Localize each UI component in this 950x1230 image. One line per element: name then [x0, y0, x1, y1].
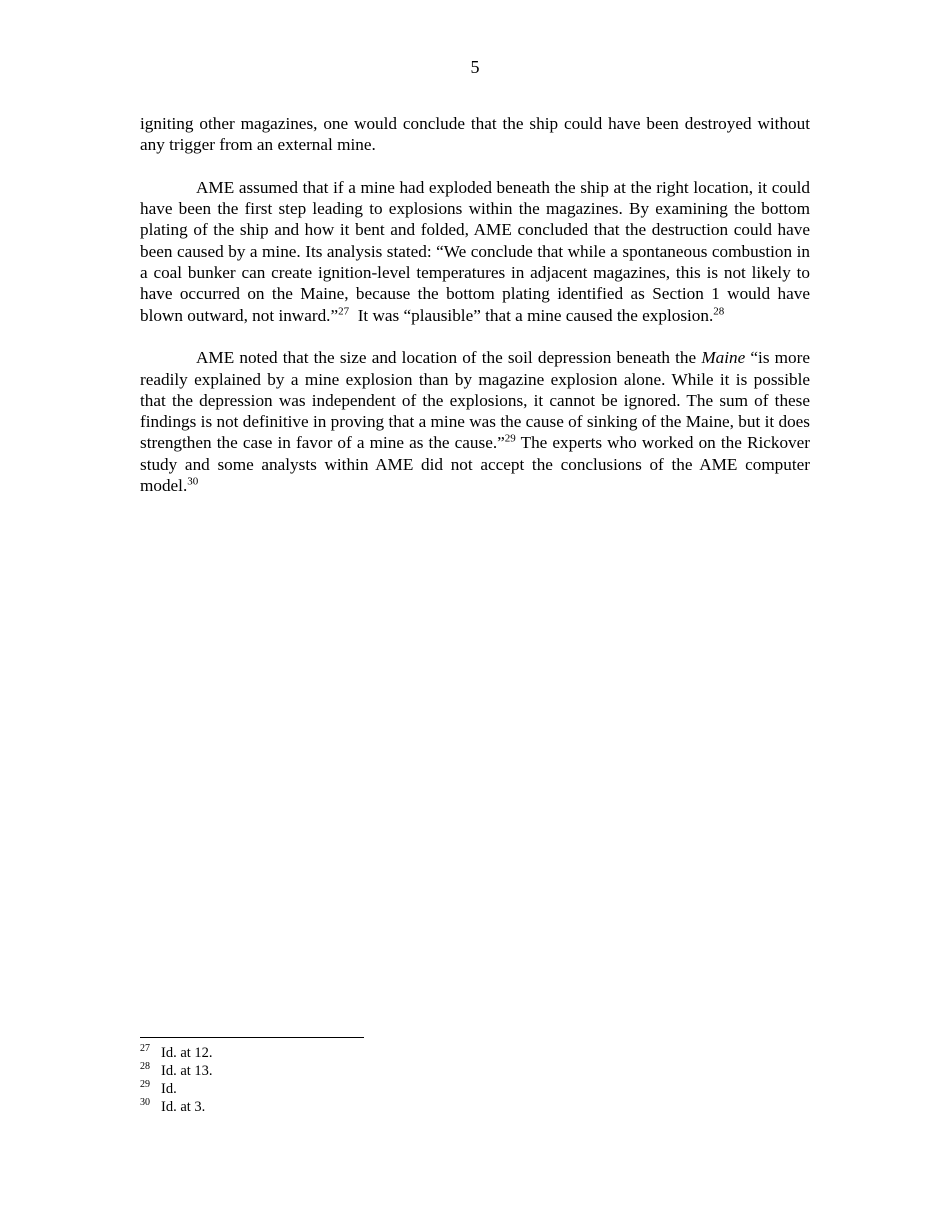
footnote-ref-29: 29: [504, 432, 516, 445]
footnote-item: [140, 1062, 810, 1080]
footnote-text: Id. at 13.: [161, 1063, 213, 1079]
footnote-number: 29: [140, 1079, 150, 1090]
ship-name-italic: Maine: [701, 348, 746, 368]
footnote-text: Id. at 3.: [161, 1099, 206, 1115]
footnote-number: 30: [140, 1097, 150, 1108]
footnote-separator: [140, 1037, 364, 1038]
body-text: [140, 113, 810, 518]
footnote-number: 27: [140, 1043, 150, 1054]
paragraph-3-text-quote: “is more readily explained by a mine explosion than by magazine explosion alone. While it is possible that the depression was independent of the explosions, it cannot be ignored. The sum of these findings is not definitive in proving that a mine was the cause of sinking of the Maine, but it does strengthen the case in favor of a mine as the cause.”: [140, 348, 810, 453]
footnote-ref-28: 28: [713, 305, 725, 318]
footnotes: [140, 1044, 810, 1116]
footnote-item: [140, 1044, 810, 1062]
footnote-ref-27: 27: [338, 305, 350, 318]
footnote-item: [140, 1098, 810, 1116]
paragraph-2-text: AME assumed that if a mine had exploded beneath the ship at the right location, it could have been the first step leading to explosions within the magazines. By examining the bottom plating of the ship and how it bent and folded, AME concluded that the destruction could have been caused by a mine. Its analysis stated: “We conclude that while a spontaneous combustion in a coal bunker can create ignition-level temperatures in adjacent magazines, this is not likely to have occurred on the Maine, because the bottom plating identified as Section 1 would have blown outward, not inward.”: [140, 177, 810, 325]
paragraph-3-text-continued: The experts who worked on the Rickover study and some analysts within AME did not accept the conclusions of the AME computer model.: [140, 433, 811, 496]
paragraph-1: [140, 113, 810, 156]
footnote-text: Id. at 12.: [161, 1045, 213, 1061]
paragraph-3-text: AME noted that the size and location of the soil depression beneath the: [196, 348, 702, 368]
footnote-text: Id.: [161, 1081, 177, 1097]
footnote-number: 28: [140, 1061, 150, 1072]
page-number: 5: [470, 57, 480, 77]
paragraph-1-text: igniting other magazines, one would conclude that the ship could have been destroyed without any trigger from an external mine.: [140, 114, 810, 155]
paragraph-3: [140, 347, 810, 496]
paragraph-2: [140, 177, 810, 326]
footnote-item: [140, 1080, 810, 1098]
footnote-ref-30: 30: [187, 475, 199, 488]
paragraph-2-text-continued: It was “plausible” that a mine caused the explosion.: [349, 305, 714, 325]
